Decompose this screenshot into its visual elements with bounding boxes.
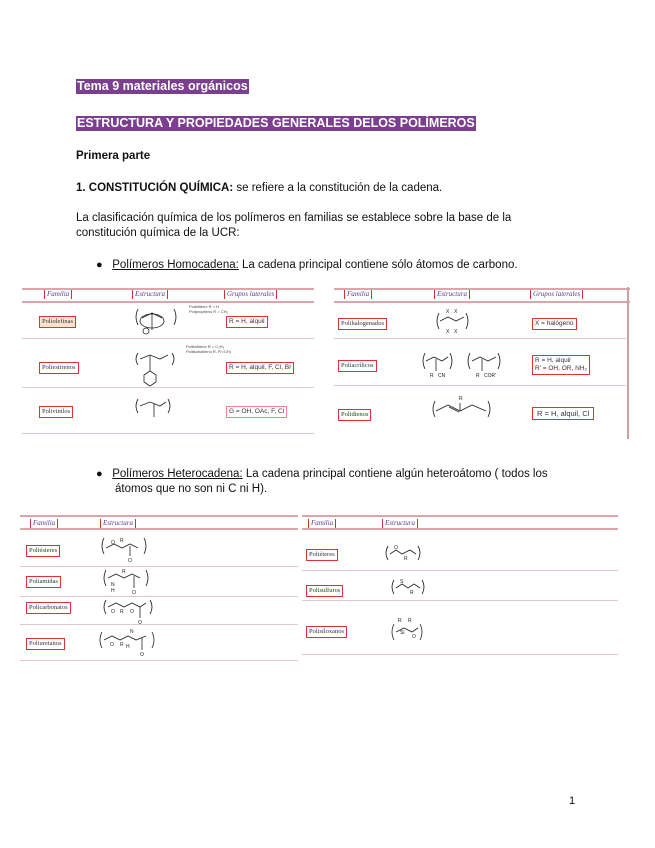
svg-text:CN: CN: [438, 373, 446, 379]
familia-poliuretanos: Poliuretanos: [26, 638, 65, 650]
structure-polisulfuro: [388, 576, 434, 600]
familia-polisulfuros: Polisulfuros: [306, 585, 343, 597]
structure-polieter: [382, 542, 432, 566]
section-title: ESTRUCTURA Y PROPIEDADES GENERALES DELOS POLÍMEROS: [77, 116, 475, 130]
familia-polisiloxanos: Polisiloxanos: [306, 626, 347, 638]
svg-text:H: H: [111, 588, 115, 594]
header-estructura: Estructura: [132, 290, 168, 299]
familia-polihalogenados: Polihalogenados: [338, 318, 387, 330]
svg-text:H: H: [126, 644, 130, 650]
header-familia: Familia: [30, 519, 58, 528]
topic-title: Tema 9 materiales orgánicos: [77, 79, 248, 93]
structure-polihalogenado: [434, 305, 474, 339]
table-homocadena-right: [334, 287, 630, 439]
header-estructura: Estructura: [382, 519, 418, 528]
header-familia: Familia: [344, 290, 372, 299]
header-estructura: Estructura: [434, 290, 470, 299]
svg-text:O: O: [111, 540, 115, 546]
paragraph-constitucion: [76, 181, 442, 196]
familia-policarbonatos: Policarbonatos: [26, 602, 71, 614]
svg-text:O: O: [394, 545, 398, 551]
familia-polieteres: Poliéteres: [306, 549, 338, 561]
structure-poliamida: [100, 568, 160, 598]
grupos-polidienos: R = H, alquil, Cl: [532, 407, 594, 420]
svg-text:X: X: [446, 309, 450, 315]
bullet-dot-icon: ●: [96, 259, 103, 271]
structure-polidieno: [430, 391, 500, 425]
bullet-homocadena: [96, 258, 518, 273]
svg-text:O: O: [128, 558, 132, 564]
grupos-poliacrilicos: R = H, alquil R' = OH, OR, NH₂: [532, 355, 590, 375]
svg-text:X: X: [454, 329, 458, 335]
svg-text:R: R: [404, 556, 408, 562]
svg-text:O: O: [412, 634, 416, 640]
homocadena-term: Polímeros Homocadena:: [112, 259, 239, 271]
heterocadena-term: Polímeros Heterocadena:: [112, 468, 243, 480]
familia-polivinilos: Polivinilos: [39, 406, 73, 418]
svg-text:O: O: [132, 590, 136, 596]
svg-text:X: X: [446, 329, 450, 335]
svg-text:Si: Si: [400, 630, 405, 636]
familia-poliestirenos: Poliestirenos: [39, 362, 79, 374]
svg-text:COR': COR': [484, 373, 497, 379]
svg-text:S: S: [400, 579, 404, 585]
grupos-polihalogenados: X = halógeno: [532, 318, 577, 330]
svg-text:O: O: [111, 609, 115, 615]
bullet-heterocadena: [96, 467, 548, 482]
part-title: Primera parte: [76, 150, 151, 162]
familia-poliacrilicos: Poliacrílicos: [338, 360, 377, 372]
paragraph-clasificacion-line1: La clasificación química de los polímeros en familias se establece sobre la base de la: [76, 212, 512, 224]
table-homocadena-left: [22, 287, 314, 437]
familia-poliolefinas: Poliolefinas: [39, 316, 76, 328]
svg-text:O: O: [110, 642, 114, 648]
svg-text:N: N: [111, 582, 115, 588]
familia-polidienos: Polidienos: [338, 409, 371, 421]
page-number: 1: [569, 795, 576, 807]
constitucion-text: se refiere a la constitución de la cadena.: [233, 182, 443, 194]
svg-text:O: O: [130, 609, 134, 615]
svg-text:R: R: [408, 618, 412, 624]
svg-text:R: R: [120, 642, 124, 648]
poliestireno-notes: Polibutileno R = C₂H₅ Poliisobutileno R, R'=CH₃: [186, 344, 232, 354]
grupos-poliestirenos: R = H, alquil, F, Cl, Br: [226, 362, 294, 374]
homocadena-text: La cadena principal contiene sólo átomos de carbono.: [238, 259, 518, 271]
header-familia: Familia: [308, 519, 336, 528]
structure-polisiloxano: [388, 614, 434, 648]
table-heterocadena-left: [20, 514, 298, 662]
svg-text:X: X: [454, 309, 458, 315]
poliolefina-notes: Polietileno R = H Polipropileno R = CH₃: [189, 304, 229, 314]
svg-text:R: R: [476, 373, 480, 379]
table-heterocadena-right: [302, 514, 618, 656]
header-grupos-laterales: Grupos laterales: [530, 290, 583, 299]
svg-text:R: R: [410, 590, 414, 596]
svg-text:R: R: [459, 396, 463, 402]
svg-text:R: R: [122, 569, 126, 575]
structure-polivinilo: [132, 395, 182, 425]
structure-poliolefina: [130, 303, 190, 337]
grupos-polivinilos: G = OH, OAc, F, Cl: [226, 406, 287, 418]
constitucion-title: 1. CONSTITUCIÓN QUÍMICA:: [76, 182, 234, 194]
structure-poliester: [98, 532, 158, 566]
bullet-dot-icon: ●: [96, 468, 103, 480]
header-estructura: Estructura: [100, 519, 136, 528]
familia-poliamidas: Poliamidas: [26, 576, 61, 588]
svg-text:O: O: [140, 652, 144, 658]
structure-policarbonato: [100, 598, 160, 626]
svg-text:R: R: [398, 618, 402, 624]
header-familia: Familia: [44, 290, 72, 299]
heterocadena-text: La cadena principal contiene algún heteroátomo ( todos los: [242, 468, 548, 480]
paragraph-clasificacion-line2: constitución química de la UCR:: [76, 227, 240, 239]
svg-text:R: R: [430, 373, 434, 379]
structure-poliestireno: [132, 345, 188, 387]
familia-poliesteres: Poliésteres: [26, 545, 60, 557]
svg-text:R: R: [120, 538, 124, 544]
grupos-poliolefinas: R = H, alquil: [226, 316, 268, 328]
svg-text:R: R: [120, 609, 124, 615]
structure-poliacrilico: [420, 347, 510, 383]
svg-text:O: O: [138, 620, 142, 626]
heterocadena-line2: átomos que no son ni C ni H).: [115, 483, 268, 495]
header-grupos-laterales: Grupos laterales: [224, 290, 277, 299]
svg-text:N: N: [130, 629, 134, 635]
structure-poliuretano: [96, 626, 166, 660]
